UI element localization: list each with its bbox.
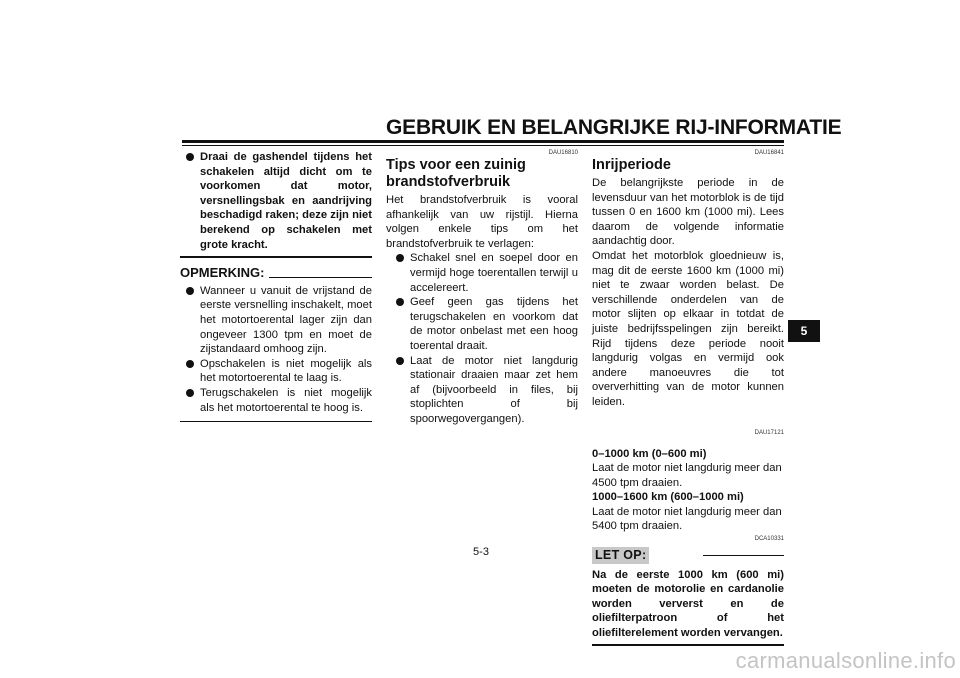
section-heading: Tips voor een zuinig brandstofverbruik bbox=[386, 157, 526, 190]
caution-end-rule bbox=[592, 644, 784, 646]
paragraph: De belangrijkste periode in de levensduur van het motorblok is de tijd tussen 0 en 1600 km (1000 mi). Lees daarom de volgende informatie aandachtig door. bbox=[592, 177, 784, 248]
bullet-icon bbox=[186, 389, 194, 397]
page-number: 5-3 bbox=[473, 546, 489, 558]
note-heading bbox=[180, 266, 372, 281]
bullet-icon bbox=[396, 298, 404, 306]
note-list bbox=[180, 284, 372, 415]
caution-heading bbox=[592, 547, 784, 564]
note-bullet bbox=[180, 284, 372, 357]
note-bullet-text: Wanneer u vanuit de vrijstand de eerste versnelling inschakelt, moet het motortoerental lager zijn dan ongeveer 1300 tpm en moet de zijstandaard omhoog zijn. bbox=[200, 284, 372, 356]
paragraph: Laat de motor niet langdurig meer dan 5400 tpm draaien. bbox=[592, 505, 782, 533]
title-rule bbox=[182, 140, 784, 143]
note-bullet-text: Terugschakelen is niet mogelijk als het motortoerental te hoog is. bbox=[200, 386, 372, 414]
note-bullet-text: Opschakelen is niet mogelijk als het motortoerental te laag is. bbox=[200, 357, 372, 385]
warning-bullet bbox=[180, 150, 372, 252]
column-middle bbox=[386, 150, 578, 427]
tip-bullet-text: Schakel snel en soepel door en vermijd hoge toerentallen terwijl u accelereert. bbox=[410, 252, 578, 294]
bullet-icon bbox=[186, 153, 194, 161]
caution-heading-line bbox=[703, 555, 784, 556]
column-right bbox=[592, 150, 784, 646]
tip-bullet-text: Geef geen gas tijdens het terugschakelen en voorkom dat de motor onbelast met een hoog toerental draait. bbox=[410, 296, 578, 352]
subheading: 0–1000 km (0–600 mi) bbox=[592, 447, 707, 460]
section-code: DAU17121 bbox=[754, 429, 784, 436]
chapter-tab: 5 bbox=[788, 320, 820, 342]
section-code: DCA10331 bbox=[754, 536, 784, 543]
note-heading-line bbox=[269, 277, 373, 278]
subheading: 1000–1600 km (600–1000 mi) bbox=[592, 491, 744, 504]
bullet-icon bbox=[186, 287, 194, 295]
column-left bbox=[180, 150, 372, 422]
warning-bullet-text: Draai de gashendel tijdens het schakelen altijd dicht om te voorkomen dat motor, versnellingsbak en aandrijving beschadigd raken; deze zijn niet berekend op schakelen met grote kracht. bbox=[200, 151, 372, 251]
paragraph: Omdat het motorblok gloednieuw is, mag dit de eerste 1600 km (1000 mi) niet te zwaar worden belast. De verschillende onderdelen van de motor slijten op elkaar in totdat de juiste bedrijfsspelingen zijn bereikt. Rijd tijdens deze periode nooit langdurig volgas en vermijd ook andere manoeuvres die tot oververhitting van de motor kunnen leiden. bbox=[592, 249, 784, 408]
page-title: GEBRUIK EN BELANGRIJKE RIJ-INFORMATIE bbox=[386, 116, 842, 139]
section-code: DAU16810 bbox=[548, 150, 578, 156]
tip-bullet bbox=[386, 295, 578, 353]
bullet-icon bbox=[396, 254, 404, 262]
watermark: carmanualsonline.info bbox=[735, 648, 956, 673]
note-bullet bbox=[180, 357, 372, 386]
section-heading: Inrijperiode bbox=[592, 157, 671, 173]
warning-end-rule bbox=[180, 256, 372, 258]
note-end-rule bbox=[180, 421, 372, 422]
section-code: DAU16841 bbox=[754, 150, 784, 156]
note-bullet bbox=[180, 386, 372, 415]
section-intro: Het brandstofverbruik is vooral afhankelijk van uw rijstijl. Hierna volgen enkele tips om het brandstofverbruik te verlagen: bbox=[386, 194, 578, 250]
tip-bullet-text: Laat de motor niet langdurig stationair draaien maar zet hem af (bijvoorbeeld in files, bij stoplichten of bij spoorwegovergangen). bbox=[410, 354, 578, 425]
title-rule-thin bbox=[182, 145, 784, 146]
tip-bullet bbox=[386, 354, 578, 427]
paragraph: Laat de motor niet langdurig meer dan 4500 tpm draaien. bbox=[592, 462, 782, 489]
bullet-icon bbox=[186, 360, 194, 368]
caution-text: Na de eerste 1000 km (600 mi) moeten de motorolie en cardanolie worden ververst en de oliefilterpatroon of het oliefilterelement worden vervangen. bbox=[592, 568, 784, 640]
note-heading-label: OPMERKING: bbox=[180, 265, 265, 281]
bullet-icon bbox=[396, 357, 404, 365]
tip-bullet bbox=[386, 251, 578, 295]
caution-label: LET OP: bbox=[592, 547, 649, 564]
